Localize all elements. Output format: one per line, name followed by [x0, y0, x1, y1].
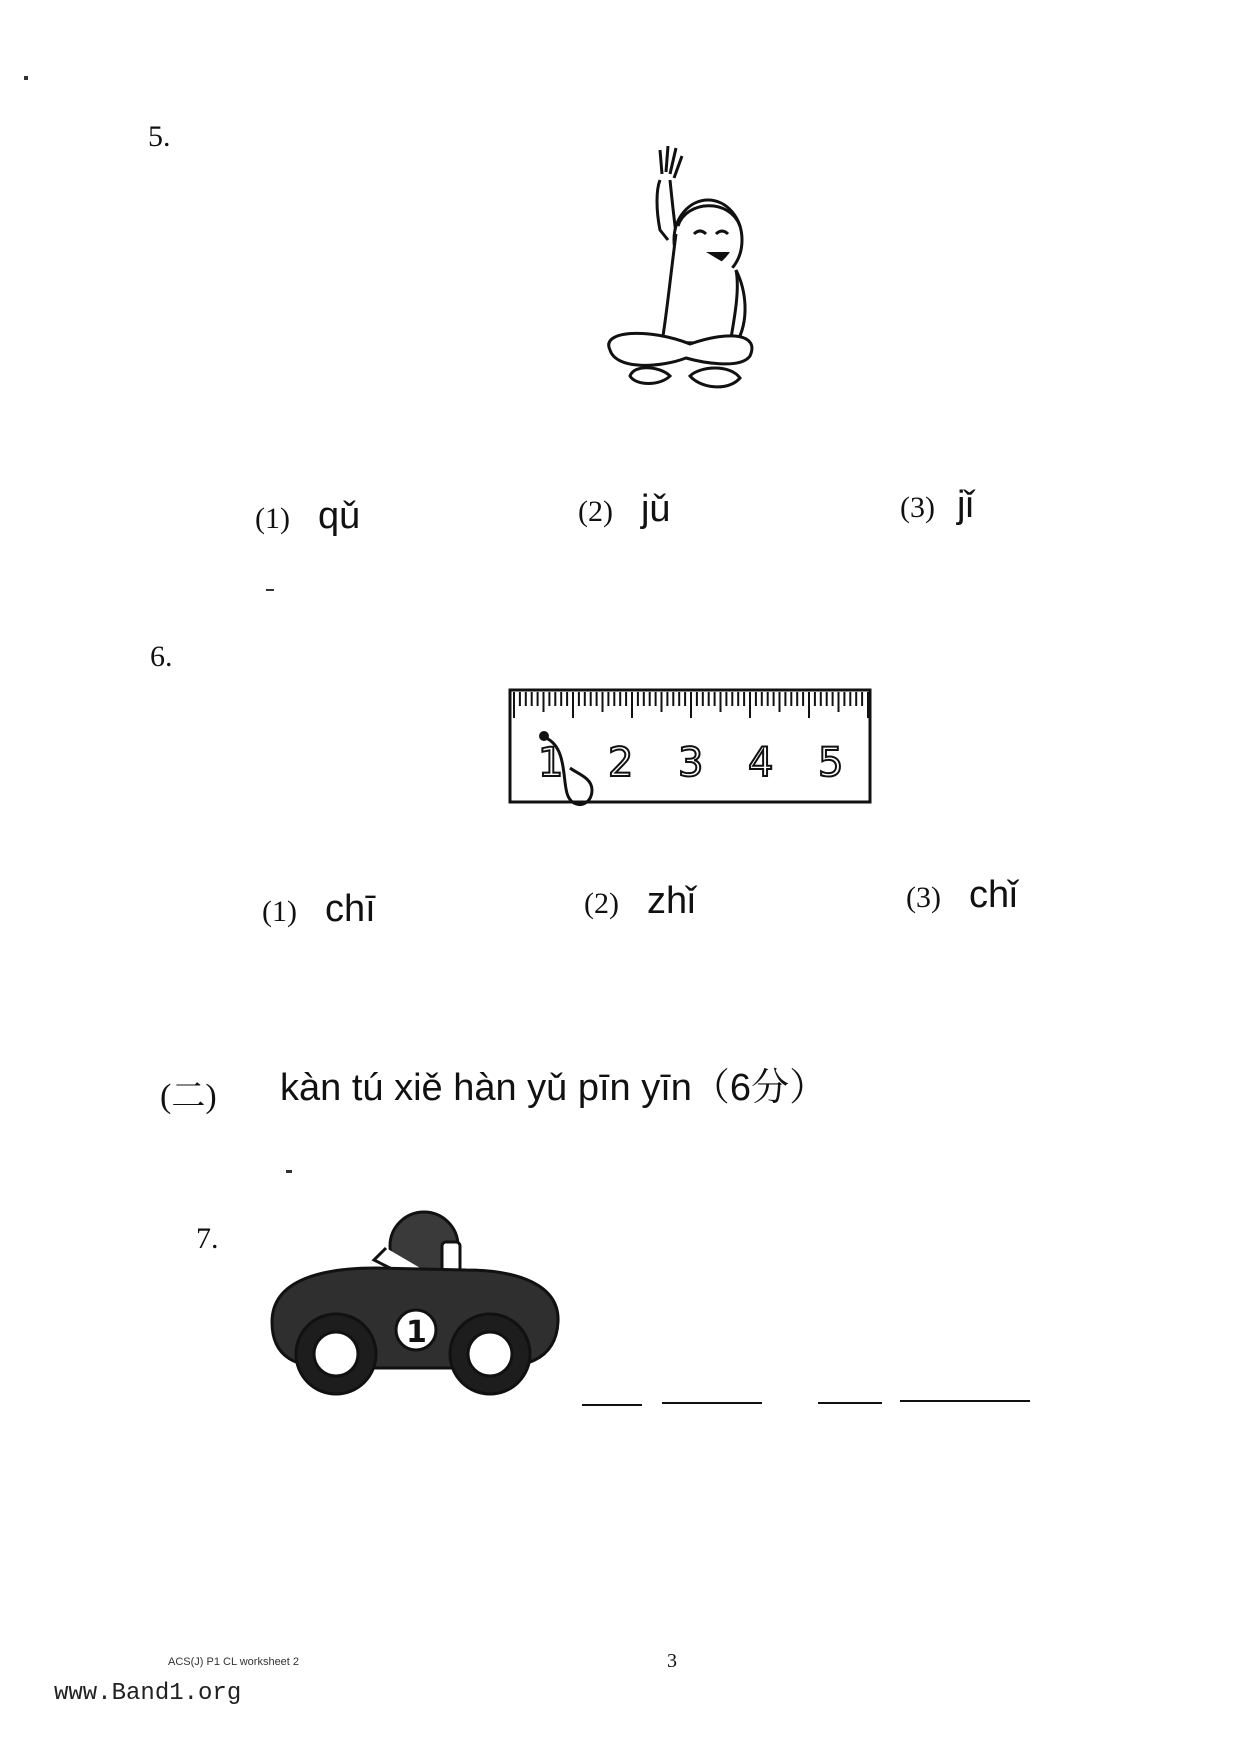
- question-6-number: 6.: [150, 640, 173, 673]
- section-number: (二): [160, 1078, 217, 1115]
- option-number: (1): [255, 502, 290, 535]
- answer-blank[interactable]: [818, 1402, 882, 1404]
- ruler-mark: 1: [538, 740, 564, 786]
- option-number: (3): [900, 491, 935, 524]
- ruler-mark: 4: [748, 740, 774, 786]
- option-number: (1): [262, 895, 297, 928]
- question-6-option-1[interactable]: [262, 888, 376, 931]
- answer-blank[interactable]: [582, 1404, 642, 1406]
- option-pinyin: jǔ: [640, 488, 671, 530]
- option-pinyin: chǐ: [968, 874, 1018, 916]
- ruler-mark: 2: [608, 740, 634, 786]
- boy-waving-illustration: [590, 130, 770, 410]
- option-pinyin: qǔ: [317, 495, 361, 537]
- scan-speck: [286, 1170, 292, 1173]
- question-5-number: 5.: [148, 120, 171, 153]
- race-car-illustration: [266, 1198, 566, 1408]
- section-title: kàn tú xiě hàn yǔ pīn yīn（6分）: [280, 1067, 828, 1109]
- answer-blank[interactable]: [900, 1400, 1030, 1402]
- option-number: (2): [584, 887, 619, 920]
- question-7-number: 7.: [196, 1222, 219, 1255]
- question-6-option-2[interactable]: [584, 880, 696, 923]
- option-pinyin: zhǐ: [646, 880, 696, 922]
- ruler-illustration: [508, 688, 874, 808]
- option-pinyin: jǐ: [956, 484, 974, 526]
- question-5-option-2[interactable]: [578, 488, 671, 531]
- scan-speck: [24, 76, 28, 80]
- footer-url[interactable]: www.Band1.org: [54, 1680, 242, 1707]
- option-number: (3): [906, 881, 941, 914]
- option-pinyin: chī: [324, 888, 376, 930]
- car-number: 1: [406, 1315, 427, 1350]
- scan-speck: [266, 589, 274, 591]
- question-5-option-1[interactable]: [255, 495, 360, 538]
- option-number: (2): [578, 495, 613, 528]
- footer-doc-label: ACS(J) P1 CL worksheet 2: [168, 1656, 300, 1668]
- question-6-option-3[interactable]: [906, 874, 1018, 917]
- ruler-mark: 3: [678, 740, 704, 786]
- question-5-option-3[interactable]: [900, 484, 974, 527]
- footer-page-number: 3: [667, 1650, 677, 1672]
- ruler-mark: 5: [818, 740, 844, 786]
- answer-blank[interactable]: [662, 1402, 762, 1404]
